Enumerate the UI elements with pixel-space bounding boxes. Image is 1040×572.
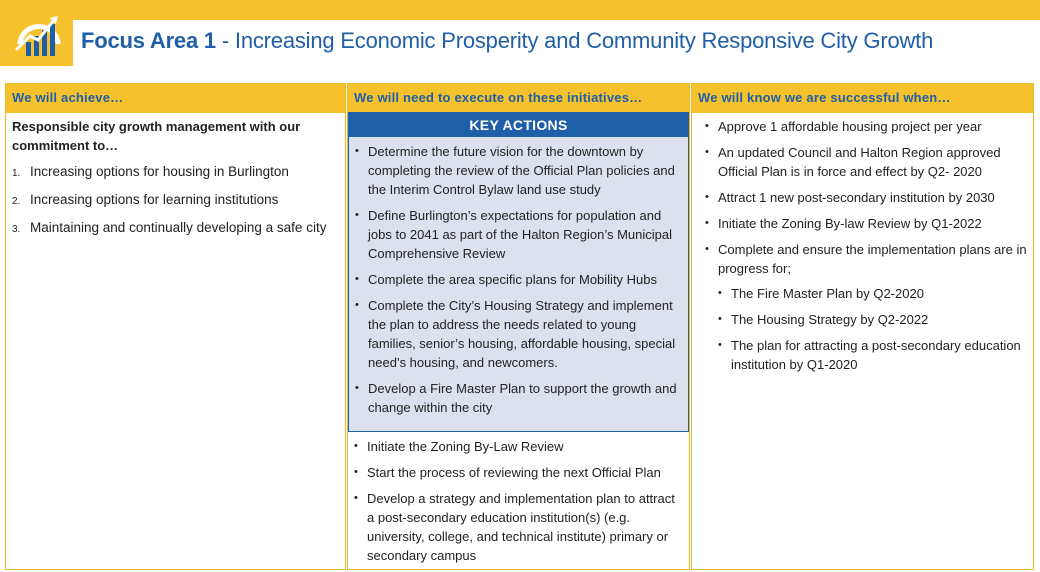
list-item: • Approve 1 affordable housing project per year	[705, 117, 1030, 136]
list-item: • Develop a strategy and implementation plan to attract a post-secondary education institution(s) (e.g. university, college, and technical institute) primary or secondary campus	[354, 489, 679, 565]
list-item: • Develop a Fire Master Plan to support the growth and change within the city	[355, 379, 680, 417]
list-item: 1. Increasing options for housing in Burlington	[12, 164, 289, 179]
achieve-intro: Responsible city growth management with our commitment to…	[12, 119, 301, 153]
key-actions-box	[348, 112, 689, 432]
list-item: • Attract 1 new post-secondary institution by 2030	[705, 188, 1030, 207]
initiatives-heading: We will need to execute on these initiatives…	[348, 84, 689, 113]
success-heading: We will know we are successful when…	[692, 84, 1033, 113]
list-item: • Complete the City’s Housing Strategy and implement the plan to address the needs related to young families, senior’s housing, affordable housing, special need’s housing, and newcomers.	[355, 296, 680, 372]
success-column	[691, 83, 1034, 570]
sub-list-item: • The Housing Strategy by Q2-2022	[718, 310, 1030, 329]
achieve-heading: We will achieve…	[6, 84, 345, 113]
other-actions-list	[354, 437, 679, 572]
header-banner	[0, 0, 1040, 66]
list-item: • Complete the area specific plans for Mobility Hubs	[355, 270, 680, 289]
achieve-list	[12, 162, 342, 246]
sub-list-item: • The plan for attracting a post-secondary education institution by Q1-2020	[718, 336, 1030, 374]
list-item: • Start the process of reviewing the next Official Plan	[354, 463, 679, 482]
list-item: • Initiate the Zoning By-Law Review	[354, 437, 679, 456]
list-item-text: Complete and ensure the implementation plans are in progress for;	[718, 242, 1027, 276]
success-sub-list	[718, 284, 1030, 374]
initiatives-column	[347, 83, 690, 570]
list-item: • Initiate the Zoning By-law Review by Q1-2022	[705, 214, 1030, 233]
achieve-column	[5, 83, 346, 570]
title-rest: - Increasing Economic Prosperity and Community Responsive City Growth	[215, 28, 934, 53]
page-title	[81, 28, 933, 54]
sub-list-item: • The Fire Master Plan by Q2-2020	[718, 284, 1030, 303]
title-box	[71, 20, 1040, 66]
key-actions-list	[355, 142, 680, 424]
list-item: • An updated Council and Halton Region approved Official Plan is in force and effect by Q2- 2020	[705, 143, 1030, 181]
success-list	[705, 117, 1030, 381]
key-actions-heading: KEY ACTIONS	[349, 113, 688, 137]
growth-chart-sun-icon	[6, 6, 72, 64]
list-item: • Define Burlington’s expectations for population and jobs to 2041 as part of the Halton Region’s Municipal Comprehensive Review	[355, 206, 680, 263]
list-item: • Determine the future vision for the downtown by completing the review of the Official Plan policies and the Interim Control Bylaw land use study	[355, 142, 680, 199]
list-item: 3. Maintaining and continually developing a safe city	[12, 220, 327, 235]
list-item: 2. Increasing options for learning institutions	[12, 192, 279, 207]
list-item	[705, 240, 1030, 374]
title-bold: Focus Area 1	[81, 28, 216, 53]
